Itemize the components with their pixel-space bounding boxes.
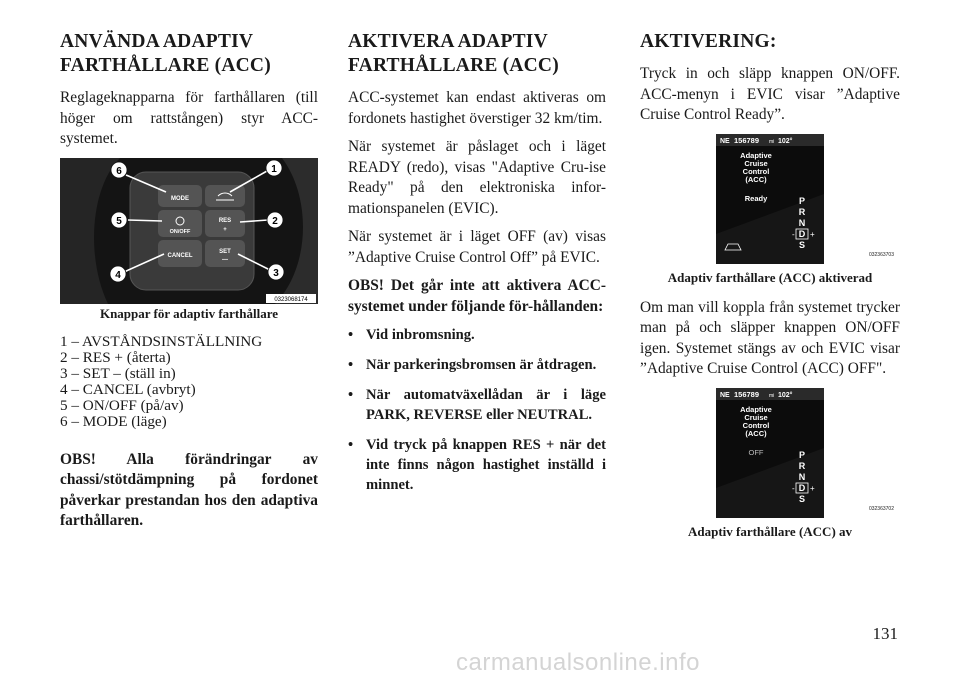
list-item: 3 – SET – (ställ in) [60,364,176,382]
svg-text:mi: mi [769,392,775,399]
svg-text:N: N [798,217,806,228]
svg-text:156789: 156789 [734,135,760,145]
note-paragraph: OBS! Alla förändringar av chassi/stötdämpning på fordonet påverkar prestandan hos den adaptiva farthållaren. [60,450,318,529]
section-title-activate-acc: AKTIVERA ADAPTIV FARTHÅLLARE (ACC) [348,31,559,76]
list-item: 6 – MODE (läge) [60,412,167,430]
svg-text:(ACC): (ACC) [745,428,767,438]
svg-text:N: N [798,471,806,482]
svg-text:(ACC): (ACC) [745,174,767,184]
mode-button-label: MODE [171,195,189,202]
paragraph: När systemet är i läget OFF (av) visas ”Adaptive Cruise Control Off” på EVIC. [348,228,606,266]
watermark: carmanualsonline.info [456,649,700,676]
figure-caption: Knappar för adaptiv farthållare [99,305,279,321]
svg-text:R: R [798,460,806,471]
paragraph: När systemet är påslaget och i läget READY (redo), visas "Adaptive Cru-ise Ready" på den elektroniska infor-mationspanelen (EVIC). [348,138,606,217]
paragraph: Om man vill koppla från systemet trycker man på och släpper knappen ON/OFF igen. Systemet stängs av och EVIC visar ”Adaptive Cruise Control (ACC) OFF". [640,298,900,377]
svg-text:Cruise: Cruise [744,158,768,168]
callout-2: 2 [272,215,278,227]
svg-text:R: R [798,206,806,217]
list-item: 2 – RES + (återta) [60,348,171,366]
set-button-minus: — [222,256,228,263]
figure-caption: Adaptiv farthållare (ACC) aktiverad [667,269,873,285]
note-paragraph: OBS! Det går inte att aktivera ACC-systemet under följande för-hållanden: [348,277,606,315]
svg-text:102°: 102° [778,137,793,145]
callout-6: 6 [116,165,122,177]
callout-1: 1 [271,163,277,175]
paragraph: Tryck in och släpp knappen ON/OFF. ACC-menyn i EVIC visar ”Adaptive Cruise Control Ready”. [640,65,900,123]
svg-text:Control: Control [742,166,770,176]
onoff-button-label: ON/OFF [169,228,191,235]
svg-text:S: S [798,239,806,250]
callout-4: 4 [115,269,121,281]
list-item: • När parkeringsbromsen är åtdragen. [348,355,606,375]
svg-text:+: + [810,483,815,493]
evic-ready-figure [716,134,824,264]
svg-text:Control: Control [742,420,770,430]
svg-text:156789: 156789 [734,389,760,399]
svg-text:mi: mi [769,138,775,145]
svg-text:Adaptive: Adaptive [740,404,772,414]
svg-text:D: D [798,482,806,493]
svg-text:NE: NE [720,137,730,145]
svg-text:S: S [798,493,806,504]
svg-text:-: - [792,229,795,239]
legend-list [60,334,318,430]
svg-text:-: - [792,483,795,493]
svg-text:OFF: OFF [748,447,764,457]
svg-text:P: P [798,195,806,206]
intro-paragraph: Reglageknapparna för farthållaren (till höger om rattstången) styr ACC-systemet. [60,89,318,147]
list-item: 5 – ON/OFF (på/av) [60,396,184,414]
svg-text:NE: NE [720,391,730,399]
svg-text:Adaptive: Adaptive [740,150,772,160]
conditions-list [348,325,606,495]
set-button-label: SET [219,248,231,255]
list-item: 1 – AVSTÅNDSINSTÄLLNING [60,332,263,350]
svg-text:Ready: Ready [744,193,768,203]
svg-text:Cruise: Cruise [744,412,768,422]
list-item: 4 – CANCEL (avbryt) [60,380,196,398]
svg-text:D: D [798,228,806,239]
callout-5: 5 [116,215,122,227]
column-2 [348,30,606,505]
section-title-use-acc: ANVÄNDA ADAPTIV FARTHÅLLARE (ACC) [60,31,271,76]
column-3 [640,30,900,552]
callout-3: 3 [273,267,279,279]
steering-wheel-controls-figure [60,158,318,304]
svg-text:+: + [810,229,815,239]
res-button-label: RES [218,217,232,224]
paragraph: ACC-systemet kan endast aktiveras om fordonets hastighet överstiger 32 km/tim. [348,89,606,127]
list-item: • Vid inbromsning. [348,325,606,345]
svg-text:102°: 102° [778,391,793,399]
svg-text:P: P [798,449,806,460]
evic-off-figure [716,388,824,518]
figure-code: 032363703 [868,251,894,258]
res-button-plus: + [223,226,227,233]
figure-code: 0323068174 [274,296,308,303]
list-item: • När automatväxellådan är i läge PARK, REVERSE eller NEUTRAL. [348,385,606,425]
figure-caption: Adaptiv farthållare (ACC) av [687,523,853,539]
page-number: 131 [872,624,898,643]
list-item: • Vid tryck på knappen RES + när det inte finns någon hastighet inställd i minnet. [348,435,606,495]
section-title-activation: AKTIVERING: [640,31,777,52]
cancel-button-label: CANCEL [167,252,193,259]
column-1 [60,30,318,540]
figure-code: 032363702 [868,505,894,512]
